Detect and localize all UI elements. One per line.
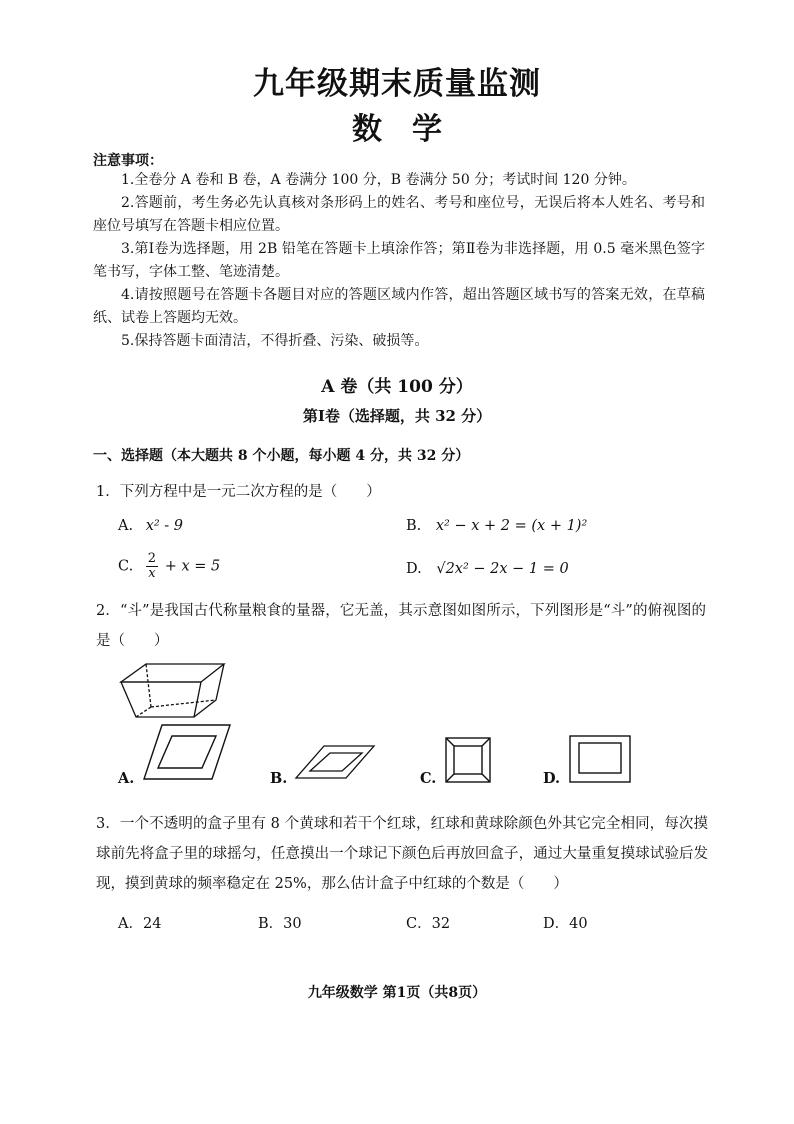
diag-edge bbox=[446, 738, 454, 746]
q3-option-c: C．32 bbox=[406, 916, 451, 932]
q1-option-c-fraction bbox=[146, 552, 158, 581]
dou-front-face bbox=[121, 682, 201, 717]
q2-choice-b-label: B. bbox=[270, 770, 288, 787]
outer-parallelogram bbox=[144, 725, 230, 779]
note-item-2: 2.答题前，考生务必先认真核对条形码上的姓名、考号和座位号，无误后将本人姓名、考号和座位号填写在答题卡相应位置。 bbox=[93, 195, 705, 234]
fraction-numerator: 2 bbox=[147, 551, 157, 566]
q2-choice-a-figure bbox=[142, 722, 232, 782]
q2-choice-d-figure bbox=[568, 734, 632, 784]
note-item-3: 3.第Ⅰ卷为选择题，用 2B 铅笔在答题卡上填涂作答；第Ⅱ卷为非选择题，用 0.5 毫米黑色签字笔书写，字体工整、笔迹清楚。 bbox=[93, 241, 705, 280]
q2-stem-text: 2．“斗”是我国古代称量粮食的量器，它无盖，其示意图如图所示，下列图形是“斗”的俯视图的是（ ） bbox=[96, 603, 706, 649]
dou-hidden-edge-3 bbox=[146, 664, 151, 707]
q2-stem bbox=[96, 596, 706, 656]
dou-side-face bbox=[194, 664, 224, 717]
dou-top-rim bbox=[121, 664, 224, 682]
inner-parallelogram bbox=[158, 736, 216, 768]
q1-option-a-text: x² - 9 bbox=[145, 518, 184, 534]
part-1-heading: 一、选择题（本大题共 8 个小题，每小题 4 分，共 32 分） bbox=[93, 448, 470, 464]
q1-option-c-label: C. bbox=[118, 558, 134, 575]
section-a-heading: A 卷（共 100 分） bbox=[321, 377, 473, 397]
q1-stem: 1．下列方程中是一元二次方程的是（ ） bbox=[96, 484, 381, 500]
page-title: 九年级期末质量监测 bbox=[253, 66, 541, 102]
q3-option-d: D．40 bbox=[543, 916, 588, 932]
q1-option-d-text: √2x² − 2x − 1 = 0 bbox=[436, 561, 569, 577]
q2-choice-d-label: D. bbox=[543, 770, 561, 787]
page-footer: 九年级数学 第1页（共8页） bbox=[307, 985, 487, 1001]
diag-edge bbox=[482, 738, 490, 746]
note-item-1: 1.全卷分 A 卷和 B 卷，A 卷满分 100 分，B 卷满分 50 分；考试时间 120 分钟。 bbox=[121, 172, 636, 188]
note-item-5: 5.保持答题卡面清洁，不得折叠、污染、破损等。 bbox=[121, 333, 429, 349]
q3-stem bbox=[96, 809, 708, 899]
outer-rhombus bbox=[296, 746, 374, 778]
q2-choice-c-label: C. bbox=[420, 770, 437, 787]
q1-option-d-label: D. bbox=[406, 561, 422, 577]
notes-heading: 注意事项： bbox=[93, 153, 163, 169]
inner-square bbox=[454, 746, 482, 774]
section-1-heading: 第Ⅰ卷（选择题，共 32 分） bbox=[302, 407, 492, 425]
q1-option-a bbox=[118, 518, 183, 534]
q2-choice-a-label: A. bbox=[118, 770, 135, 787]
dou-vessel-figure bbox=[116, 662, 226, 722]
q1-option-c-text: + x = 5 bbox=[164, 558, 221, 575]
q2-choice-c-figure bbox=[444, 736, 492, 784]
q1-option-b-label: B. bbox=[406, 518, 422, 534]
q2-choice-b-figure bbox=[294, 744, 376, 780]
q3-option-b: B．30 bbox=[258, 916, 302, 932]
dou-hidden-edge-2 bbox=[151, 700, 216, 707]
diag-edge bbox=[446, 774, 454, 782]
q1-option-b-text: x² − x + 2 = (x + 1)² bbox=[435, 518, 588, 534]
diag-edge bbox=[482, 774, 490, 782]
q1-option-c bbox=[118, 552, 220, 581]
q1-option-b bbox=[406, 518, 587, 534]
q3-stem-text: 3．一个不透明的盒子里有 8 个黄球和若干个红球，红球和黄球除颜色外其它完全相同，每次摸球前先将盒子里的球摇匀，任意摸出一个球记下颜色后再放回盒子，通过大量重复摸球试验后发现，摸到黄球的频率稳定在 25%，那么估计盒子中红球的个数是（ ） bbox=[96, 816, 708, 892]
dou-hidden-edge bbox=[136, 707, 151, 717]
q1-option-a-label: A. bbox=[118, 518, 134, 534]
inner-rectangle bbox=[579, 743, 621, 773]
q3-option-a: A．24 bbox=[118, 916, 162, 932]
fraction-denominator: x bbox=[148, 566, 156, 581]
subject-title: 数学 bbox=[352, 112, 472, 147]
note-item-4: 4.请按照题号在答题卡各题目对应的答题区域内作答，超出答题区域书写的答案无效，在草稿纸、试卷上答题均无效。 bbox=[93, 287, 705, 326]
q1-option-d bbox=[406, 561, 569, 577]
